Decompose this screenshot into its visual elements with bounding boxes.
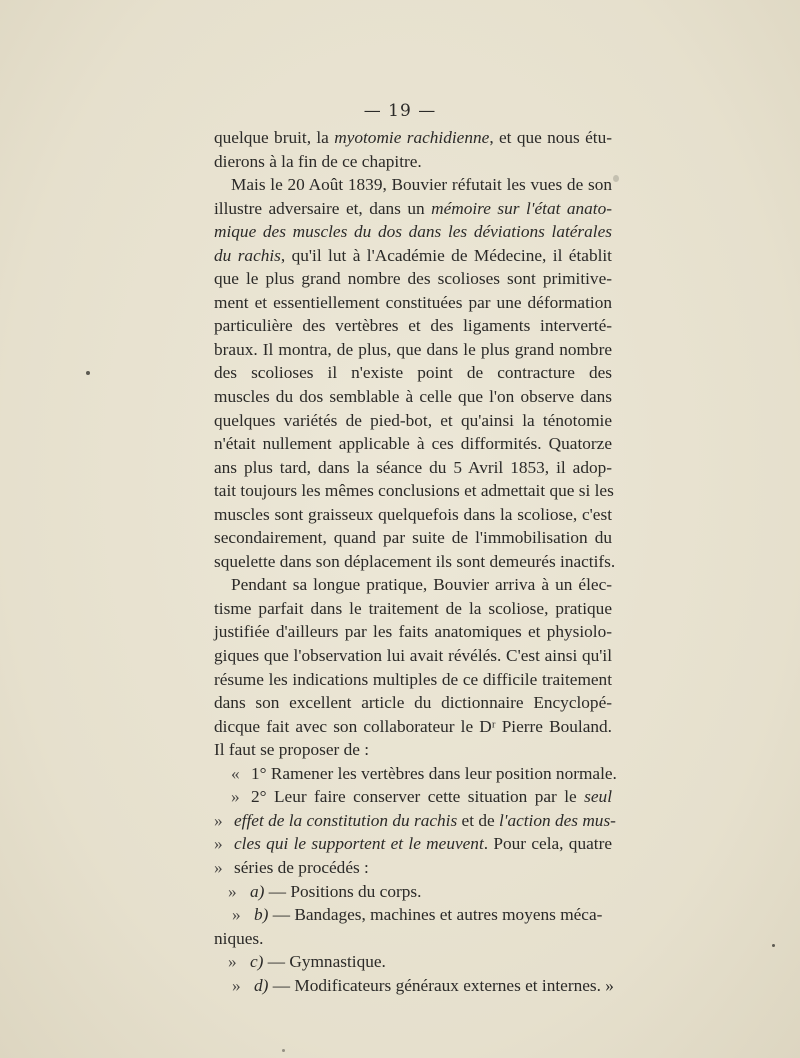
quote-mark: » [214,857,223,877]
quote-mark: » [214,810,223,830]
item-text: — Modificateurs généraux externes et internes. » [272,975,614,995]
italic-text: effet de la constitution du rachis [234,810,458,830]
paper-speck [772,944,775,947]
text-run: ans plus tard, dans la séance du 5 Avril 1853, il adop- [214,457,612,477]
text-run: particulière des vertèbres et des ligaments interverté- [214,316,612,336]
text-line [214,762,617,786]
text-run: , et que nous étu- [489,128,612,147]
text-run: secondairement, quand par suite de l'immobilisation du [214,528,612,548]
text-line [214,526,612,550]
text-line [214,856,612,880]
text-run: ment et essentiellement constituées par une déformation [214,292,612,312]
paper-speck [613,175,619,182]
text-line [214,738,612,762]
text-line [214,644,612,668]
text-run: quelque bruit, la [214,128,335,147]
text-line [214,338,612,362]
text-run: dierons à la fin de ce chapitre. [214,151,422,171]
text-run: des scolioses il n'existe point de contracture des [214,363,612,383]
quote-mark: » [228,952,237,972]
item-text: niques. [214,928,264,948]
item-label: d) [254,975,269,995]
text-run: squelette dans son déplacement ils sont demeurés inactifs. [214,551,616,571]
procedure-item [214,927,612,951]
text-run: . Pour cela, quatre [483,834,612,854]
text-line [214,597,612,621]
quote-mark: » [228,881,237,901]
text-run: muscles sont graisseux quelquefois dans la scoliose, c'est [214,504,612,524]
italic-text: du rachis [214,245,281,265]
text-line [214,361,612,385]
item-text: — Bandages, machines et autres moyens méca- [272,905,603,925]
item-label: c) [250,952,264,972]
text-line [214,409,612,433]
text-run: 1° Ramener les vertèbres dans leur position normale. [251,763,617,783]
text-run: Il faut se proposer de : [214,740,369,760]
text-run: que le plus grand nombre des scolioses sont primitive- [214,269,612,289]
text-line [214,832,612,856]
text-run: n'était nullement applicable à ces difformités. Quatorze [214,434,612,454]
text-line [214,456,612,480]
text-line [214,267,612,291]
quote-mark: » [232,905,241,925]
text-run: 2° Leur faire conserver cette situation par le [251,787,585,807]
italic-text: cles qui le supportent et le meuvent [234,834,484,854]
text-run: et de [457,810,499,830]
text-line [214,550,616,574]
text-line [214,150,612,174]
text-line [214,620,612,644]
text-run: tait toujours les mêmes conclusions et admettait que si les [214,481,614,501]
text-line [214,668,612,692]
text-run: dans son excellent article du dictionnaire Encyclopé- [214,693,612,713]
text-line [214,126,612,150]
text-line [214,573,612,597]
italic-text: l'action des mus- [498,810,616,830]
text-run: résume les indications multiples de ce difficile traitement [214,669,612,689]
text-run: muscles du dos semblable à celle que l'on observe dans [214,387,612,407]
italic-text: seul [584,787,612,807]
text-run: , qu'il lut à l'Académie de Médecine, il établit [280,245,612,265]
text-run: illustre adversaire et, dans un [214,198,432,218]
text-run: Pendant sa longue pratique, Bouvier arriva à un élec- [231,575,612,595]
text-line [214,785,612,809]
italic-text: myotomie rachidienne [334,128,490,147]
quote-mark: » [214,834,223,854]
procedure-item [214,903,612,927]
italic-text: mémoire sur l'état anato- [431,198,612,218]
text-line [214,385,612,409]
text-line [214,314,612,338]
text-line [214,244,612,268]
text-line [214,173,612,197]
item-text: — Positions du corps. [268,881,422,901]
text-run: dicque fait avec son collaborateur le Dʳ Pierre Bouland. [214,716,612,736]
text-run: justifiée d'ailleurs par les faits anatomiques et physiolo- [214,622,612,642]
quote-mark: » [232,975,241,995]
text-line [214,220,612,244]
quote-mark: « [231,763,240,783]
text-line [214,691,612,715]
text-line [214,809,616,833]
text-run: séries de procédés : [234,857,369,877]
text-run: giques que l'observation lui avait révélés. C'est ainsi qu'il [214,646,612,666]
page-number: — 19 — [363,101,437,121]
text-run: quelques variétés de pied-bot, et qu'ainsi la ténotomie [214,410,612,430]
text-run: braux. Il montra, de plus, que dans le plus grand nombre [214,339,612,359]
body-text [214,126,617,997]
text-run: Mais le 20 Août 1839, Bouvier réfutait les vues de son [231,175,612,195]
procedure-item [214,880,612,904]
paper-speck [282,1049,285,1052]
procedure-item [214,950,612,974]
item-label: b) [254,905,269,925]
text-line [214,715,612,739]
text-line [214,291,612,315]
text-run: tisme parfait dans le traitement de la scoliose, pratique [214,598,612,618]
paper-speck [86,371,90,375]
quote-mark: » [231,787,240,807]
text-line [214,197,612,221]
item-label: a) [250,881,265,901]
item-text: — Gymnastique. [267,952,386,972]
text-line [214,503,612,527]
italic-text: mique des muscles du dos dans les déviations latérales [214,222,612,242]
text-line [214,432,612,456]
procedure-item [214,974,612,998]
text-line [214,479,612,503]
